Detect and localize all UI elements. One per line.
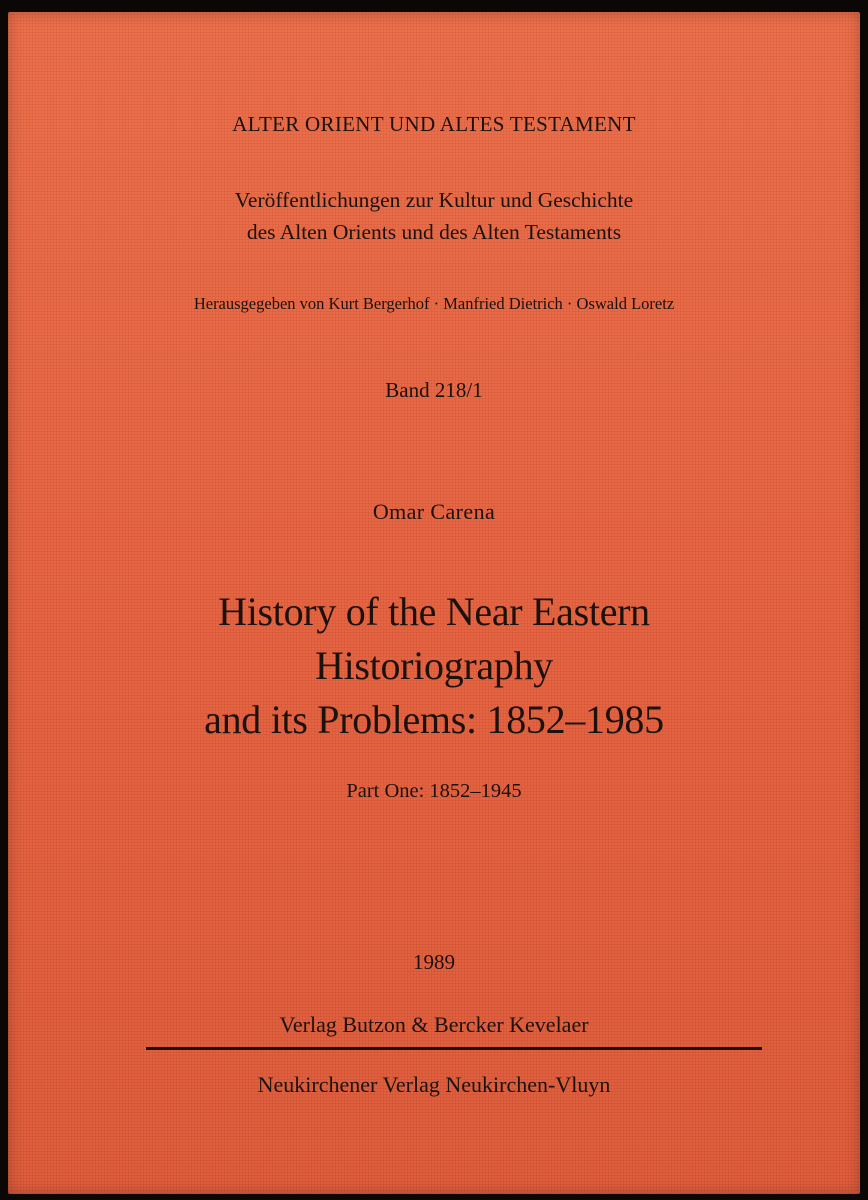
book-title-line-1: History of the Near Eastern xyxy=(218,589,650,634)
book-title xyxy=(8,585,860,747)
series-subtitle-line-1: Veröffentlichungen zur Kultur und Geschichte xyxy=(234,188,634,212)
publisher-divider xyxy=(146,1047,762,1050)
series-subtitle-line-2: des Alten Orients und des Alten Testaments xyxy=(246,220,622,244)
part-subtitle: Part One: 1852–1945 xyxy=(346,780,522,802)
publisher-secondary: Neukirchener Verlag Neukirchen-Vluyn xyxy=(257,1072,611,1097)
editors-line: Herausgegeben von Kurt Bergerhof · Manfried Dietrich · Oswald Loretz xyxy=(193,294,675,313)
series-subtitle xyxy=(8,184,860,248)
book-cover xyxy=(8,12,860,1194)
book-title-line-2: Historiography xyxy=(315,643,553,688)
series-title: ALTER ORIENT UND ALTES TESTAMENT xyxy=(232,112,636,136)
publication-year: 1989 xyxy=(413,950,455,974)
publisher-primary: Verlag Butzon & Bercker Kevelaer xyxy=(279,1012,589,1037)
volume-number: Band 218/1 xyxy=(385,378,483,402)
author-name: Omar Carena xyxy=(372,499,496,524)
book-title-line-3: and its Problems: 1852–1985 xyxy=(204,697,664,742)
